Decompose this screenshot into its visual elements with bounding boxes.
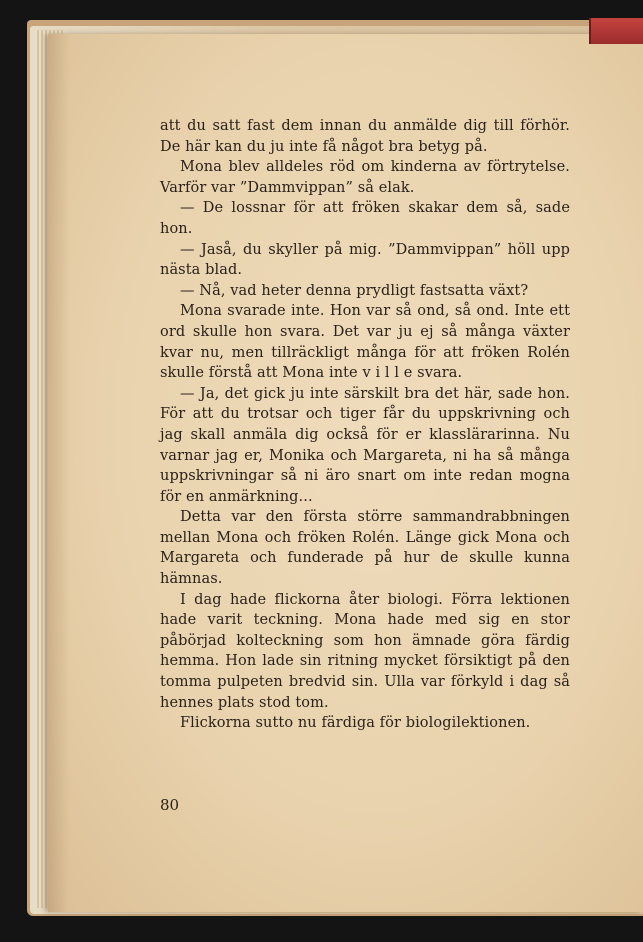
paragraph: I dag hade flickorna åter biologi. Förra lektionen hade varit teckning. Mona hade med sig en stor påbörjad kolteckning som hon ämnade göra färdig hemma. Hon lade sin ritning mycket försiktigt på den tomma pulpeten bredvid sin. Ulla var förkyld i dag så hennes plats stod tom. [160,591,570,711]
paragraph: att du satt fast dem innan du anmälde dig till förhör. De här kan du ju inte få något bra betyg på. [160,118,570,155]
paragraph: — Nå, vad heter denna prydligt fastsatta växt? [180,282,529,299]
paragraph: Mona blev alldeles röd om kinderna av förtrytelse. Varför var ”Dammvippan” så elak. [160,159,570,196]
page-number: 80 [160,796,180,814]
paragraph: — De lossnar för att fröken skakar dem så, sade hon. [160,200,570,237]
paragraph: Mona svarade inte. Hon var så ond, så ond. Inte ett ord skulle hon svara. Det var ju ej så många växter kvar nu, men tillräckligt många för att fröken Rolén skulle förstå att Mona inte v i l l e svara. [160,303,570,382]
bookmark-ribbon [589,18,643,44]
paragraph: — Jaså, du skyller på mig. ”Dammvippan” höll upp nästa blad. [160,241,570,279]
paragraph: Detta var den första större sammandrabbningen mellan Mona och fröken Rolén. Länge gick Mona och Margareta och funderade på hur de skulle kunna hämnas. [160,509,570,588]
page-text [160,116,570,734]
paragraph: Flickorna sutto nu färdiga för biologilektionen. [180,715,531,732]
paragraph: — Ja, det gick ju inte särskilt bra det här, sade hon. För att du trotsar och tiger får du uppskrivning och jag skall anmäla dig också för er klasslärarinna. Nu varnar jag er, Monika och Margareta, ni ha så många uppskrivningar så ni äro snart om inte redan mogna för en anmärkning... [160,385,570,505]
